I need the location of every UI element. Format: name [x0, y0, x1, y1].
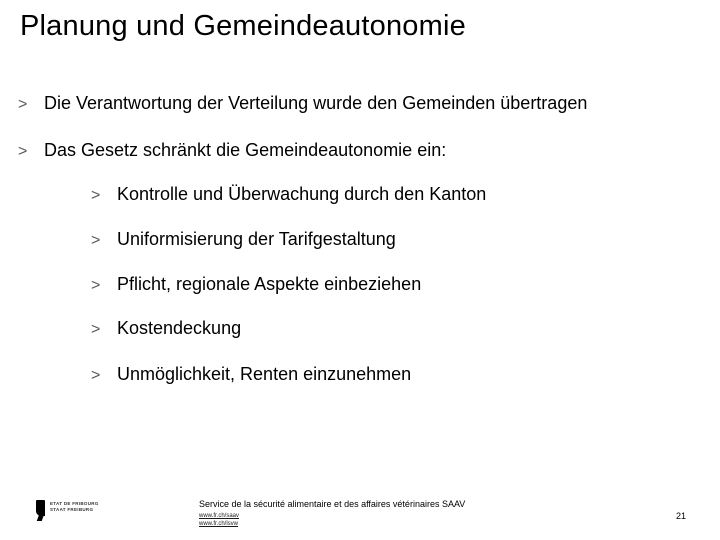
chevron-right-icon: > — [91, 232, 101, 249]
sub-bullet-text: Unmöglichkeit, Renten einzunehmen — [117, 364, 412, 384]
chevron-right-icon: > — [91, 367, 101, 384]
footer-link[interactable]: www.fr.ch/saav — [199, 513, 240, 519]
sub-bullet-item — [91, 318, 241, 339]
bullet-item — [18, 93, 587, 114]
slide-title: Planung und Gemeindeautonomie — [20, 10, 466, 42]
sub-bullet-item — [91, 184, 486, 205]
sub-bullet-item — [91, 274, 421, 295]
logo-text-line2: STAAT FREIBURG — [50, 507, 94, 512]
logo-text-line1: ETAT DE FRIBOURG — [50, 501, 99, 506]
logo-comma-tail — [37, 514, 45, 521]
sub-bullet-item — [91, 364, 411, 385]
bullet-text: Das Gesetz schränkt die Gemeindeautonomie ein: — [44, 140, 447, 160]
sub-bullet-text: Kontrolle und Überwachung durch den Kanton — [117, 184, 487, 204]
chevron-right-icon: > — [91, 321, 101, 338]
chevron-right-icon: > — [91, 277, 101, 294]
sub-bullet-text: Pflicht, regionale Aspekte einbeziehen — [117, 274, 422, 294]
footer-service-name: Service de la sécurité alimentaire et des affaires vétérinaires SAAV — [199, 499, 466, 509]
bullet-text: Die Verantwortung der Verteilung wurde den Gemeinden übertragen — [44, 93, 588, 113]
chevron-right-icon: > — [18, 143, 28, 160]
sub-bullet-item — [91, 229, 396, 250]
page-number: 21 — [675, 511, 686, 521]
chevron-right-icon: > — [91, 187, 101, 204]
footer-link[interactable]: www.fr.ch/lsvw — [199, 521, 239, 527]
bullet-item — [18, 140, 446, 161]
sub-bullet-text: Uniformisierung der Tarifgestaltung — [117, 229, 396, 249]
sub-bullet-text: Kostendeckung — [117, 318, 242, 338]
chevron-right-icon: > — [18, 96, 28, 113]
canton-fribourg-logo — [36, 498, 106, 528]
